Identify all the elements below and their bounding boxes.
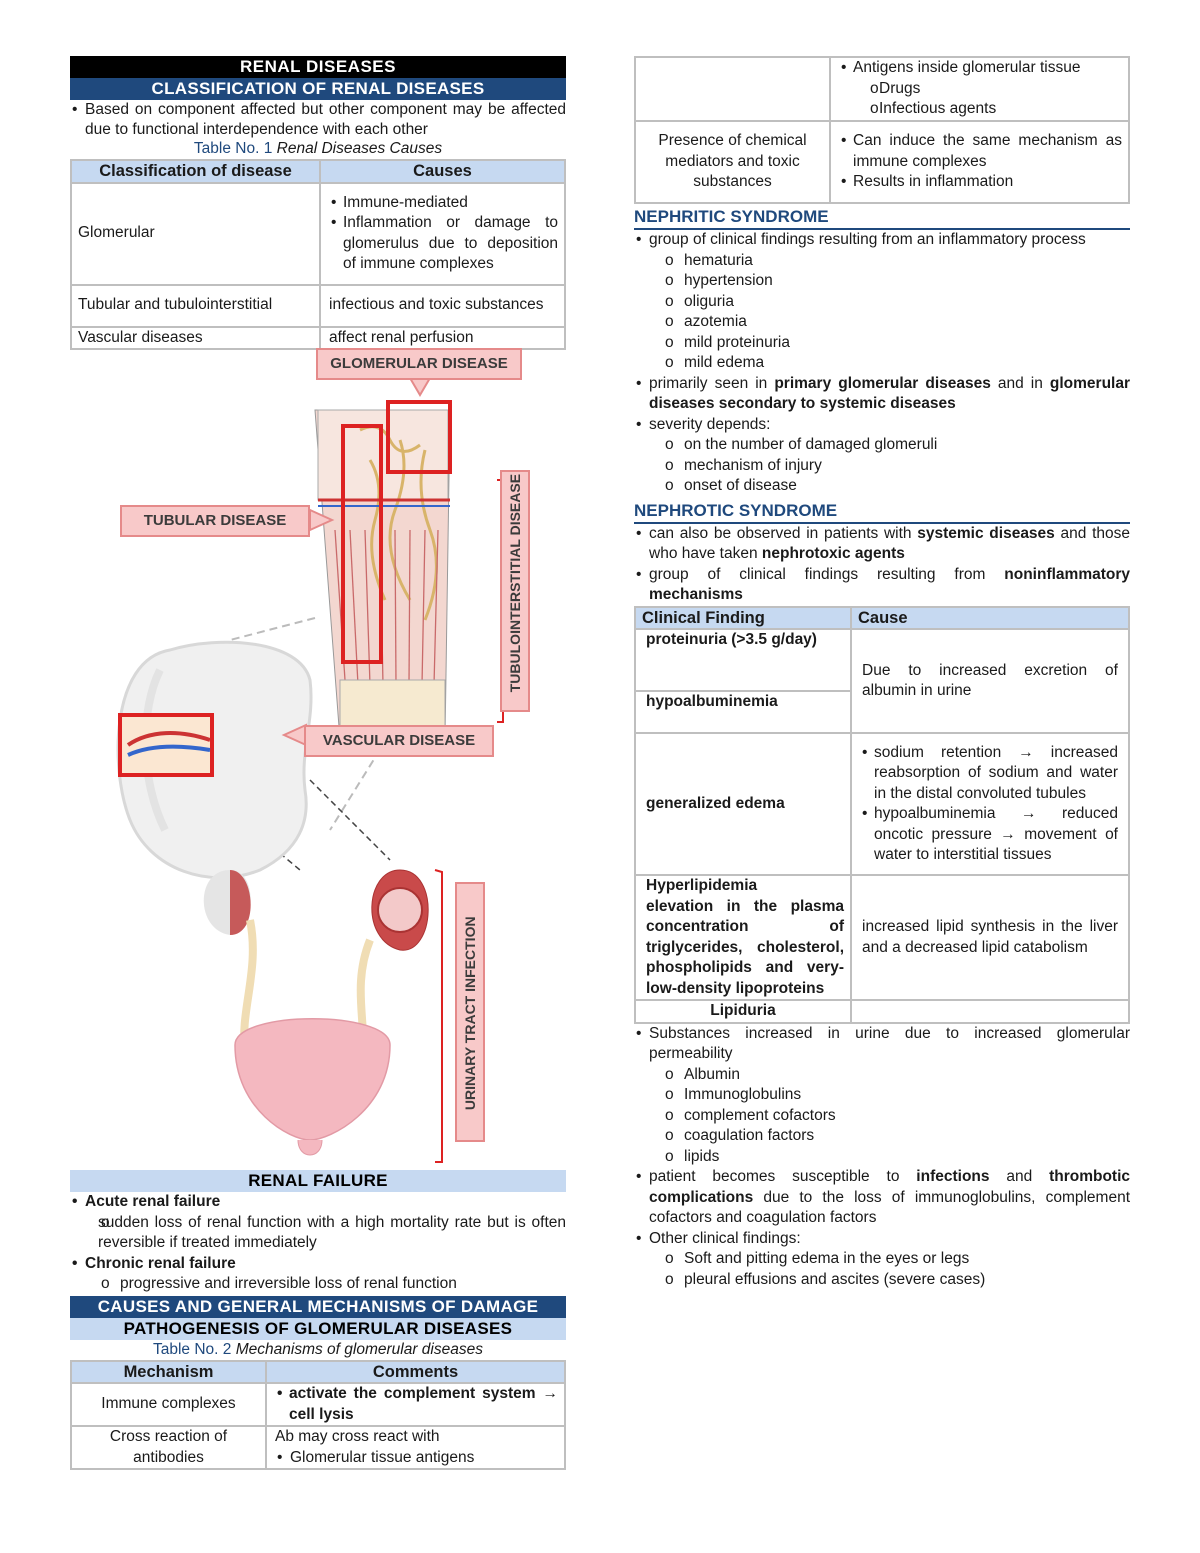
nephritic-primary: • primarily seen in primary glomerular diseases and in glomerular diseases secondary to systemic diseases bbox=[634, 374, 1130, 415]
table1-cell-tubular: Tubular and tubulointerstitial bbox=[71, 285, 320, 327]
list-item: • Inflammation or damage to glomerulus due to deposition of immune complexes bbox=[329, 213, 558, 275]
chronic-renal-failure-desc: o progressive and irreversible loss of renal function bbox=[70, 1274, 566, 1295]
table2-cont-chemical: Presence of chemical mediators and toxic substances bbox=[635, 121, 830, 203]
table-row bbox=[71, 1426, 565, 1469]
list-item: o hematuria bbox=[634, 251, 1130, 272]
list-item: o onset of disease bbox=[634, 476, 1130, 497]
right-column bbox=[634, 56, 1130, 1290]
table-row bbox=[71, 285, 565, 327]
page-title: RENAL DISEASES bbox=[70, 56, 566, 78]
list-item: o on the number of damaged glomeruli bbox=[634, 435, 1130, 456]
renal-disease-figure bbox=[70, 350, 566, 1170]
table-row bbox=[635, 1000, 1129, 1023]
table3-cell-proteinuria: proteinuria (>3.5 g/day) bbox=[635, 629, 851, 691]
table1-header-classification: Classification of disease bbox=[71, 160, 320, 183]
table-row bbox=[635, 57, 1129, 121]
table1-cell-vascular-cause: affect renal perfusion bbox=[320, 327, 565, 350]
vascular-disease-label: VASCULAR DISEASE bbox=[304, 725, 494, 757]
table-nephrotic-findings bbox=[634, 606, 1130, 1024]
tubulointerstitial-disease-label: TUBULOINTERSTITIAL DISEASE bbox=[500, 470, 530, 712]
list-item: o Immunoglobulins bbox=[634, 1085, 1130, 1106]
nephritic-severity: • severity depends: bbox=[634, 415, 1130, 436]
pathogenesis-heading: PATHOGENESIS OF GLOMERULAR DISEASES bbox=[70, 1318, 566, 1340]
list-item: • Immune-mediated bbox=[329, 193, 558, 214]
table2-caption bbox=[70, 1340, 566, 1360]
list-item: o lipids bbox=[634, 1147, 1130, 1168]
list-item: o coagulation factors bbox=[634, 1126, 1130, 1147]
glomerular-disease-label: GLOMERULAR DISEASE bbox=[316, 348, 522, 380]
table-row bbox=[635, 875, 1129, 1000]
acute-renal-failure: • Acute renal failure bbox=[70, 1192, 566, 1213]
table1-number: Table No. 1 bbox=[193, 140, 273, 157]
table3-header-finding: Clinical Finding bbox=[635, 607, 851, 630]
left-column bbox=[70, 56, 566, 1470]
nephrotic-definition: • group of clinical findings resulting from noninflammatory mechanisms bbox=[634, 565, 1130, 606]
table3-cell-lipid-cause: increased lipid synthesis in the liver and a decreased lipid catabolism bbox=[851, 875, 1129, 1000]
intro-bullet: • Based on component affected but other component may be affected due to functional interdependence with each other bbox=[70, 100, 566, 139]
table-mechanisms bbox=[70, 1360, 566, 1471]
list-item: o complement cofactors bbox=[634, 1106, 1130, 1127]
table-row bbox=[71, 327, 565, 350]
table1-cell-glomerular-causes bbox=[320, 183, 565, 285]
list-item: o Drugs bbox=[839, 79, 1122, 100]
table1-cell-glomerular: Glomerular bbox=[71, 183, 320, 285]
table1-caption bbox=[70, 139, 566, 159]
renal-failure-heading: RENAL FAILURE bbox=[70, 1170, 566, 1192]
causes-heading: CAUSES AND GENERAL MECHANISMS OF DAMAGE bbox=[70, 1296, 566, 1318]
table3-cell-lipiduria: Lipiduria bbox=[635, 1000, 851, 1023]
table3-cell-edema: generalized edema bbox=[635, 733, 851, 875]
table2-cont-empty-cell bbox=[635, 57, 830, 121]
list-item: o azotemia bbox=[634, 312, 1130, 333]
list-item: o oliguria bbox=[634, 292, 1130, 313]
other-findings-bullet: • Other clinical findings: bbox=[634, 1229, 1130, 1250]
table3-cell-edema-causes: • sodium retention → increased reabsorption of sodium and water in the distal convoluted tubules • hypoalbuminemia → reduced oncotic pressure → movement of water to interstitial tissues bbox=[851, 733, 1129, 875]
tubular-disease-label: TUBULAR DISEASE bbox=[120, 505, 310, 537]
table2-cell-immune: Immune complexes bbox=[71, 1383, 266, 1426]
substances-bullet: • Substances increased in urine due to increased glomerular permeability bbox=[634, 1024, 1130, 1065]
table1-cell-tubular-cause: infectious and toxic substances bbox=[320, 285, 565, 327]
table-row bbox=[635, 121, 1129, 203]
table1-header-causes: Causes bbox=[320, 160, 565, 183]
list-item: o Infectious agents bbox=[839, 99, 1122, 120]
table2-cont-chemical-comments: • Can induce the same mechanism as immune complexes • Results in inflammation bbox=[830, 121, 1129, 203]
list-item: o hypertension bbox=[634, 271, 1130, 292]
table-renal-causes bbox=[70, 159, 566, 350]
chronic-renal-failure: • Chronic renal failure bbox=[70, 1254, 566, 1275]
table2-header-mechanism: Mechanism bbox=[71, 1361, 266, 1384]
table-mechanisms-continued bbox=[634, 56, 1130, 204]
table-row bbox=[71, 1383, 565, 1426]
kidney-illustration bbox=[70, 350, 566, 1170]
list-item: o mechanism of injury bbox=[634, 456, 1130, 477]
nephritic-definition: • group of clinical findings resulting from an inflammatory process bbox=[634, 230, 1130, 251]
table1-cell-vascular: Vascular diseases bbox=[71, 327, 320, 350]
list-item: o Soft and pitting edema in the eyes or legs bbox=[634, 1249, 1130, 1270]
table2-cell-cross: Cross reaction of antibodies bbox=[71, 1426, 266, 1469]
nephritic-heading: NEPHRITIC SYNDROME bbox=[634, 206, 1130, 230]
table2-cell-immune-comment: • activate the complement system → cell lysis bbox=[266, 1383, 565, 1426]
table2-cont-antigens: • Antigens inside glomerular tissue o Drugs o Infectious agents bbox=[830, 57, 1129, 121]
table2-header-comments: Comments bbox=[266, 1361, 565, 1384]
acute-renal-failure-desc: o sudden loss of renal function with a high mortality rate but is often reversible if treated immediately bbox=[70, 1213, 566, 1254]
table3-cell-hypoalbuminemia: hypoalbuminemia bbox=[635, 691, 851, 733]
nephrotic-observed: • can also be observed in patients with systemic diseases and those who have taken nephrotoxic agents bbox=[634, 524, 1130, 565]
table2-title: Mechanisms of glomerular diseases bbox=[235, 1340, 483, 1358]
urinary-tract-infection-label: URINARY TRACT INFECTION bbox=[455, 882, 485, 1142]
table3-cell-hyperlipidemia: Hyperlipidemia elevation in the plasma concentration of triglycerides, cholesterol, phospholipids and very-low-density lipoproteins bbox=[635, 875, 851, 1000]
list-item: o mild edema bbox=[634, 353, 1130, 374]
table-row bbox=[71, 183, 565, 285]
nephrotic-heading: NEPHROTIC SYNDROME bbox=[634, 500, 1130, 524]
list-item: o pleural effusions and ascites (severe cases) bbox=[634, 1270, 1130, 1291]
table3-cell-lipiduria-cause bbox=[851, 1000, 1129, 1023]
table3-cell-albumin-cause: Due to increased excretion of albumin in urine bbox=[851, 629, 1129, 733]
table3-header-cause: Cause bbox=[851, 607, 1129, 630]
susceptibility-bullet: • patient becomes susceptible to infections and thrombotic complications due to the loss of immunoglobulins, complement cofactors and coagulation factors bbox=[634, 1167, 1130, 1229]
table2-number: Table No. 2 bbox=[153, 1340, 232, 1358]
table-row bbox=[635, 629, 1129, 691]
table1-title: Renal Diseases Causes bbox=[276, 140, 443, 157]
list-item: o mild proteinuria bbox=[634, 333, 1130, 354]
list-item: o Albumin bbox=[634, 1065, 1130, 1086]
table2-cell-cross-comment: Ab may cross react with • Glomerular tissue antigens bbox=[266, 1426, 565, 1469]
classification-heading: CLASSIFICATION OF RENAL DISEASES bbox=[70, 78, 566, 100]
table-row bbox=[635, 733, 1129, 875]
